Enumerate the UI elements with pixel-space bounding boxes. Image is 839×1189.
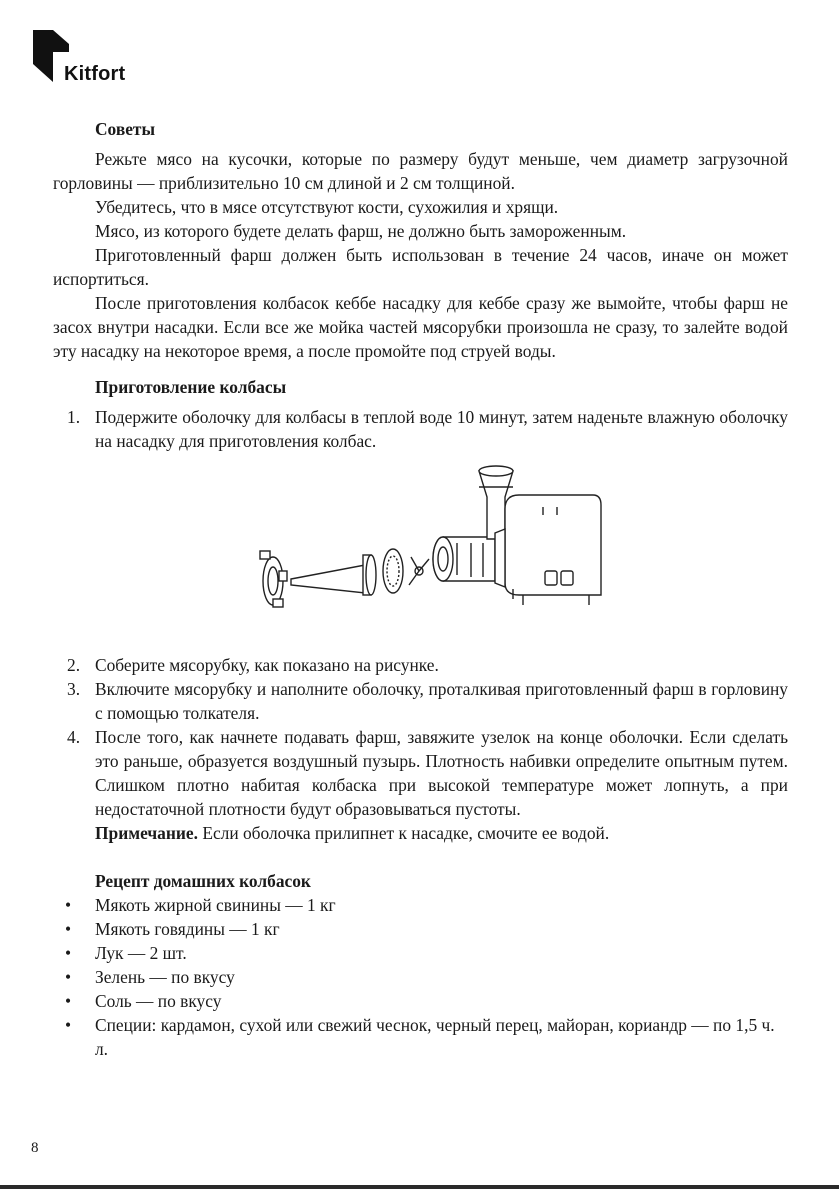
step-item xyxy=(53,725,788,821)
note xyxy=(53,821,788,845)
ingredient-text: Мякоть говядины — 1 кг xyxy=(95,919,280,939)
page-number: 8 xyxy=(31,1140,39,1156)
meat-grinder-illustration xyxy=(53,453,788,653)
tips-paragraph: После приготовления колбасок кеббе насадку для кеббе сразу же вымойте, чтобы фарш не засох внутри насадки. Если все же мойка частей мясорубки произошла не сразу, то залейте водой эту насадку на некоторое время, а после промойте под струей воды. xyxy=(53,293,788,361)
ingredient-text: Лук — 2 шт. xyxy=(95,943,187,963)
ingredient-text: Соль — по вкусу xyxy=(95,991,222,1011)
ingredient-text: Специи: кардамон, сухой или свежий чеснок, черный перец, майоран, кориандр — по 1,5 ч. л. xyxy=(95,1015,775,1059)
step-number: 1. xyxy=(67,407,81,427)
step-number: 2. xyxy=(67,655,81,675)
brand-name: Kitfort xyxy=(64,63,126,85)
motor-body-icon xyxy=(495,495,601,605)
ingredient-item: • Зелень — по вкусу xyxy=(65,967,235,987)
grinding-plate-icon xyxy=(383,549,403,593)
ingredient-item: • Мякоть говядины — 1 кг xyxy=(65,919,280,939)
step-text: Включите мясорубку и наполните оболочку, проталкивая приготовленный фарш в горловину с помощью толкателя. xyxy=(95,679,788,723)
tips-paragraph: Мясо, из которого будете делать фарш, не должно быть замороженным. xyxy=(95,221,627,241)
step-text: После того, как начнете подавать фарш, завяжите узелок на конце оболочки. Если сделать это раньше, образуется воздушный пузырь. Плотность набивки определите опытным путем. Слишком плотно набитая колбаска при высокой температуре может лопнуть, а при недостаточной плотности будут образовываться пустоты. xyxy=(95,727,788,819)
step-item xyxy=(53,677,788,725)
ingredient-item: • Соль — по вкусу xyxy=(65,991,222,1011)
step-text: Подержите оболочку для колбасы в теплой воде 10 минут, затем наденьте влажную оболочку на насадку для приготовления колбас. xyxy=(95,407,788,451)
grinder-head-icon xyxy=(433,537,495,581)
tips-paragraph: Приготовленный фарш должен быть использован в течение 24 часов, иначе он может испортиться. xyxy=(53,245,788,289)
step-item xyxy=(53,653,788,677)
recipe-heading: Рецепт домашних колбасок xyxy=(95,871,311,891)
tips-paragraph: Режьте мясо на кусочки, которые по размеру будут меньше, чем диаметр загрузочной горловины — приблизительно 10 см длиной и 2 см толщиной. xyxy=(53,149,788,193)
ingredient-item: • Лук — 2 шт. xyxy=(65,943,187,963)
ingredient-text: Мякоть жирной свинины — 1 кг xyxy=(95,895,336,915)
page-content xyxy=(53,117,788,1061)
sausage-heading: Приготовление колбасы xyxy=(95,377,287,397)
step-number: 3. xyxy=(67,679,81,699)
kitfort-logo xyxy=(33,30,153,86)
blade-icon xyxy=(409,557,429,585)
sausage-nozzle-icon xyxy=(291,555,376,595)
step-item xyxy=(53,405,788,453)
ingredient-item: • Специи: кардамон, сухой или свежий чеснок, черный перец, майоран, кориандр — по 1,5 ч. л. xyxy=(65,1015,775,1059)
note-text: Если оболочка прилипнет к насадке, смочите ее водой. xyxy=(197,823,610,843)
ingredient-text: Зелень — по вкусу xyxy=(95,967,235,987)
bottom-rule xyxy=(0,1185,839,1189)
note-label: Примечание. xyxy=(95,823,198,843)
tips-heading: Советы xyxy=(95,119,156,139)
step-number: 4. xyxy=(67,727,81,747)
ingredient-item: • Мякоть жирной свинины — 1 кг xyxy=(65,895,336,915)
step-text: Соберите мясорубку, как показано на рисунке. xyxy=(95,655,439,675)
ring-nut-icon xyxy=(260,551,287,607)
tips-paragraph: Убедитесь, что в мясе отсутствуют кости, сухожилия и хрящи. xyxy=(95,197,559,217)
